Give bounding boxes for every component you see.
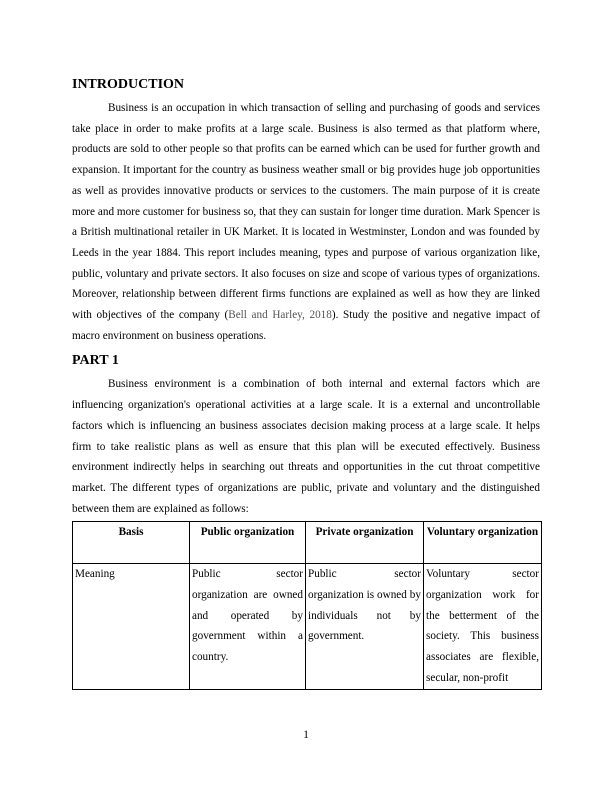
header-voluntary: Voluntary organization bbox=[424, 522, 542, 564]
cell-public: Public sector organization are owned and operated by government within a country. bbox=[190, 564, 306, 689]
document-page bbox=[72, 76, 540, 690]
header-public: Public organization bbox=[190, 522, 306, 564]
intro-text-end: ). Study the positive and negative impact of macro environment on business operations. bbox=[72, 309, 540, 342]
part1-heading: PART 1 bbox=[72, 353, 119, 369]
table-row bbox=[73, 564, 542, 689]
introduction-paragraph bbox=[72, 98, 540, 346]
organization-comparison-table bbox=[72, 521, 542, 689]
page-number: 1 bbox=[303, 729, 309, 741]
introduction-heading: INTRODUCTION bbox=[72, 77, 185, 92]
cell-private: Public sector organization is owned by individuals not by government. bbox=[306, 564, 424, 689]
intro-text-start: Business is an occupation in which transaction of selling and purchasing of goods and services take place in order to make profits at a large scale. Business is also termed as that platform where, products are sold to other people so that profits can be earned which can be used for further growth and expansion. It important for the country as business weather small or big provides huge job opportunities as well as provides innovative products or services to the customers. The main purpose of it is create more and more customer for business so, that they can sustain for longer time duration. Mark Spencer is a British multinational retailer in UK Market. It is located in Westminster, London and was founded by Leeds in the year 1884. This report includes meaning, types and purpose of various organization like, public, voluntary and private sectors. It also focuses on size and scope of various types of organizations. Moreover, relationship between different firms functions are explained as well as how they are linked with objectives of the company ( bbox=[72, 102, 540, 322]
table-header-row bbox=[73, 522, 542, 564]
citation-link[interactable]: Bell and Harley, 2018 bbox=[228, 309, 332, 322]
cell-basis: Meaning bbox=[73, 564, 190, 689]
header-private: Private organization bbox=[306, 522, 424, 564]
header-basis: Basis bbox=[73, 522, 190, 564]
part1-paragraph: Business environment is a combination of both internal and external factors which are influencing organization's operational activities at a large scale. It is a external and uncontrollable factors which is influencing an business associates decision making process at a large scale. It helps firm to take realistic plans as well as ensure that this plan will be executed effectively. Business environment indirectly helps in searching out threats and opportunities in the cut throat competitive market. The different types of organizations are public, private and voluntary and the distinguished between them are explained as follows: bbox=[72, 378, 540, 515]
cell-voluntary: Voluntary sector organization work for the betterment of the society. This business associates are flexible, secular, non-profit bbox=[424, 564, 542, 689]
